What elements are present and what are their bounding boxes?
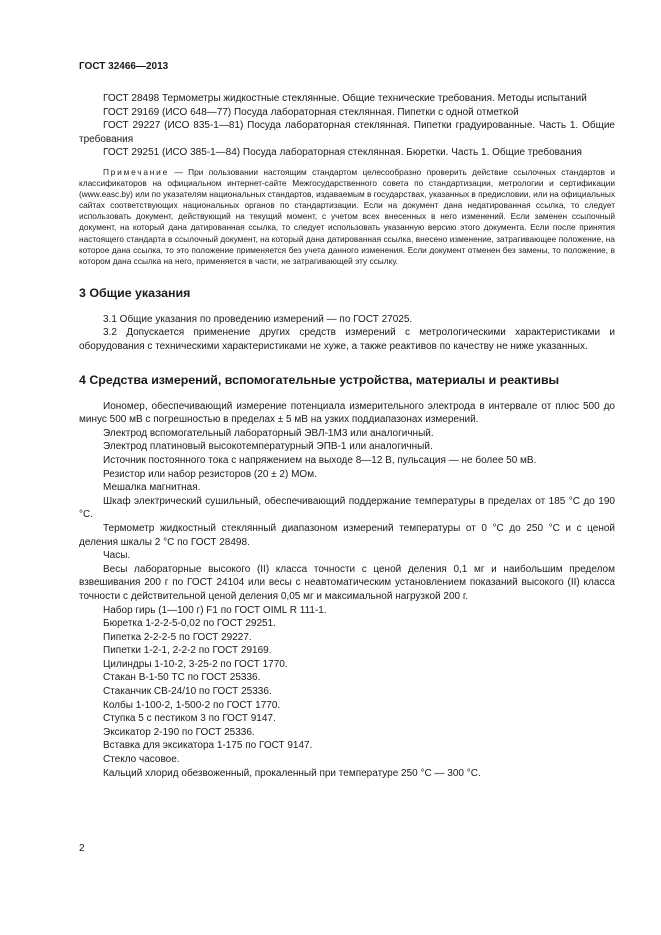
section-3-heading: 3 Общие указания: [79, 285, 191, 300]
equipment-item: Мешалка магнитная.: [103, 482, 201, 494]
equipment-item: Электрод платиновый высокотемпературный ЭПВ-1 или аналогичный.: [103, 441, 433, 453]
equipment-item: Эксикатор 2-190 по ГОСТ 25336.: [103, 726, 255, 738]
equipment-item: Термометр жидкостный стеклянный диапазоном измерений температуры от 0 °C до 250 °C и с ценой деления шкалы 2 °C по ГОСТ 28498.: [79, 522, 615, 548]
equipment-item: Пипетка 2-2-2-5 по ГОСТ 29227.: [103, 631, 252, 643]
document-code-header: ГОСТ 32466—2013: [79, 61, 169, 72]
reference-item: ГОСТ 29169 (ИСО 648—77) Посуда лабораторная стеклянная. Пипетки с одной отметкой: [103, 106, 519, 118]
equipment-item: Электрод вспомогательный лабораторный ЭВЛ-1М3 или аналогичный.: [103, 427, 434, 439]
equipment-item: Стакан В-1-50 ТС по ГОСТ 25336.: [103, 672, 261, 684]
section-3-paragraph: 3.2 Допускается применение других средств измерений с метрологическими характеристиками и оборудования с техническими характеристиками не хуже, а также реактивов по качеству не ниже указанных.: [79, 327, 615, 352]
reference-item: ГОСТ 28498 Термометры жидкостные стеклянные. Общие технические требования. Методы испытаний: [103, 93, 587, 104]
reference-item: ГОСТ 29227 (ИСО 835-1—81) Посуда лабораторная стеклянная. Пипетки градуированные. Часть 1. Общие требования: [79, 120, 615, 145]
note-label: Примечание: [103, 166, 170, 177]
page-content: [79, 92, 615, 780]
equipment-item: Набор гирь (1—100 г) F1 по ГОСТ OIML R 111-1.: [103, 604, 327, 616]
equipment-item: Кальций хлорид обезвоженный, прокаленный при температуре 250 °C — 300 °C.: [103, 767, 481, 779]
equipment-item: Резистор или набор резисторов (20 ± 2) МОм.: [103, 468, 317, 480]
reference-item: ГОСТ 29251 (ИСО 385-1—84) Посуда лабораторная стеклянная. Бюретки. Часть 1. Общие требования: [103, 147, 582, 159]
equipment-item: Весы лабораторные высокого (II) класса точности с ценой деления 0,1 мг и наибольшим пределом взвешивания 200 г по ГОСТ 24104 или весы с неавтоматическим установлением показаний высокого (II) класса точности с действительной ценой деления 0,05 мг и максимальной нагрузкой 200 г.: [79, 563, 615, 602]
section-3-paragraph: 3.1 Общие указания по проведению измерений — по ГОСТ 27025.: [103, 313, 413, 325]
equipment-item: Вставка для эксикатора 1-175 по ГОСТ 9147.: [103, 740, 313, 752]
equipment-item: Шкаф электрический сушильный, обеспечивающий поддержание температуры в пределах от 185 °C до 190 °C.: [79, 495, 615, 521]
note-text: — При пользовании настоящим стандартом целесообразно проверить действие ссылочных стандартов и классификаторов на официальном интернет-сайте Межгосударственного совета по стандартизации, метрологии и сертификации (www.easc.by) или по указателям национальных стандартов, издаваемым в государствах, указанных в предисловии, или на официальных сайтах соответствующих национальных органов по стандартизации. Если на документ дана недатированная ссылка, то следует использовать документ, действующий на текущий момент, с учетом всех внесенных в него изменений. Если заменен ссылочный документ, на который дана датированная ссылка, то следует использовать указанную версию этого документа. Если после принятия настоящего стандарта в ссылочный документ, на который дана датированная ссылка, внесено изменение, затрагивающее положение, на которое дана ссылка, то это положение применяется без учета данного изменения. Если документ отменен без замены, то положение, в котором дана ссылка на него, применяется в части, не затрагивающей эту ссылку.: [79, 166, 615, 266]
equipment-item: Цилиндры 1-10-2, 3-25-2 по ГОСТ 1770.: [103, 658, 288, 670]
equipment-item: Стаканчик СВ-24/10 по ГОСТ 25336.: [103, 686, 272, 698]
note-paragraph: [79, 167, 615, 267]
equipment-item: Часы.: [103, 550, 131, 562]
equipment-item: Пипетки 1-2-1, 2-2-2 по ГОСТ 29169.: [103, 645, 272, 657]
equipment-item: Колбы 1-100-2, 1-500-2 по ГОСТ 1770.: [103, 699, 281, 711]
equipment-item: Ступка 5 с пестиком 3 по ГОСТ 9147.: [103, 713, 276, 725]
page-number: 2: [79, 843, 85, 854]
equipment-item: Иономер, обеспечивающий измерение потенциала измерительного электрода в интервале от плюс 500 до минус 500 мВ с погрешностью в пределах ± 5 мВ на узких поддиапазонах измерений.: [79, 400, 615, 426]
equipment-item: Стекло часовое.: [103, 754, 180, 766]
section-4-heading: 4 Средства измерений, вспомогательные устройства, материалы и реактивы: [79, 372, 560, 387]
equipment-item: Источник постоянного тока с напряжением на выходе 8—12 В, пульсация — не более 50 мВ.: [103, 454, 537, 466]
equipment-item: Бюретка 1-2-2-5-0,02 по ГОСТ 29251.: [103, 618, 276, 630]
